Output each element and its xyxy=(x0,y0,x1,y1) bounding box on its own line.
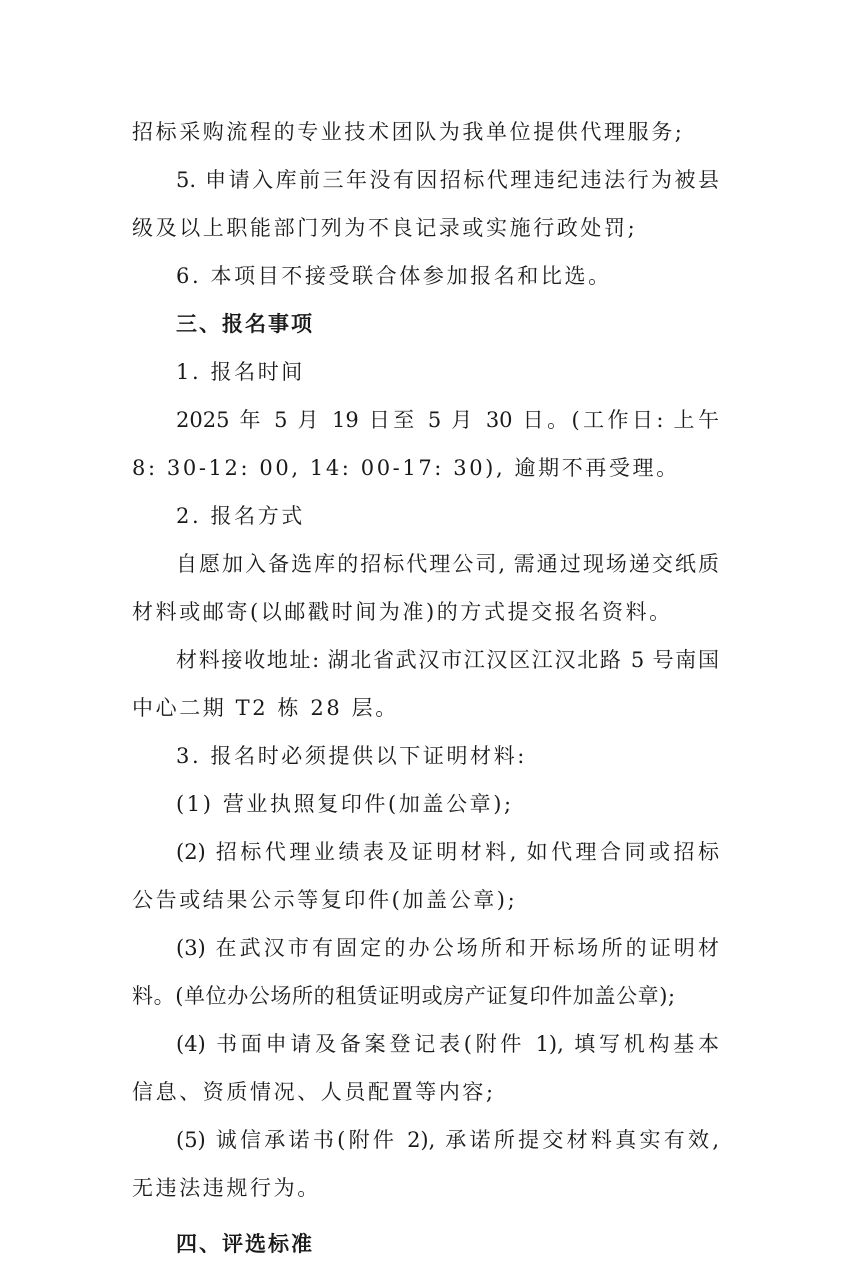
material-address-text: 材料接收地址: 湖北省武汉市江汉区江汉北路 5 号南国 xyxy=(176,648,719,672)
material-item-1: (1) 营业执照复印件(加盖公章); xyxy=(176,792,514,816)
material-item-2: (2) 招标代理业绩表及证明材料, 如代理合同或招标 xyxy=(176,840,719,864)
paragraph-line: 公告或结果公示等复印件(加盖公章); xyxy=(132,888,518,912)
subheading-registration-method: 2. 报名方式 xyxy=(176,504,305,528)
requirement-item-6: 6. 本项目不接受联合体参加报名和比选。 xyxy=(176,264,612,288)
paragraph-line: 信息、资质情况、人员配置等内容; xyxy=(132,1080,496,1104)
material-item-4: (4) 书面申请及备案登记表(附件 1), 填写机构基本 xyxy=(176,1032,719,1056)
paragraph-line: 招标采购流程的专业技术团队为我单位提供代理服务; xyxy=(132,120,685,144)
subheading-registration-time: 1. 报名时间 xyxy=(176,360,305,384)
section-gap xyxy=(132,1212,719,1220)
paragraph-line: 级及以上职能部门列为不良记录或实施行政处罚; xyxy=(132,216,638,240)
registration-time-text: 2025 年 5 月 19 日至 5 月 30 日。(工作日: 上午 xyxy=(176,408,719,432)
material-item-3: (3) 在武汉市有固定的办公场所和开标场所的证明材 xyxy=(176,936,719,960)
paragraph-line: 料。(单位办公场所的租赁证明或房产证复印件加盖公章); xyxy=(132,984,676,1008)
paragraph-line: 无违法违规行为。 xyxy=(132,1176,321,1200)
paragraph-line: 8: 30-12: 00, 14: 00-17: 30), 逾期不再受理。 xyxy=(132,456,680,480)
section-heading-registration: 三、报名事项 xyxy=(176,312,314,336)
paragraph-line: 材料或邮寄(以邮戳时间为准)的方式提交报名资料。 xyxy=(132,600,673,624)
registration-method-text: 自愿加入备选库的招标代理公司, 需通过现场递交纸质 xyxy=(176,552,719,576)
paragraph-line: 中心二期 T2 栋 28 层。 xyxy=(132,696,399,720)
subheading-required-materials: 3. 报名时必须提供以下证明材料: xyxy=(176,744,527,768)
material-item-5: (5) 诚信承诺书(附件 2), 承诺所提交材料真实有效, xyxy=(176,1128,719,1152)
section-heading-evaluation: 四、评选标准 xyxy=(176,1232,314,1256)
requirement-item-5: 5. 申请入库前三年没有因招标代理违纪违法行为被县 xyxy=(176,168,719,192)
